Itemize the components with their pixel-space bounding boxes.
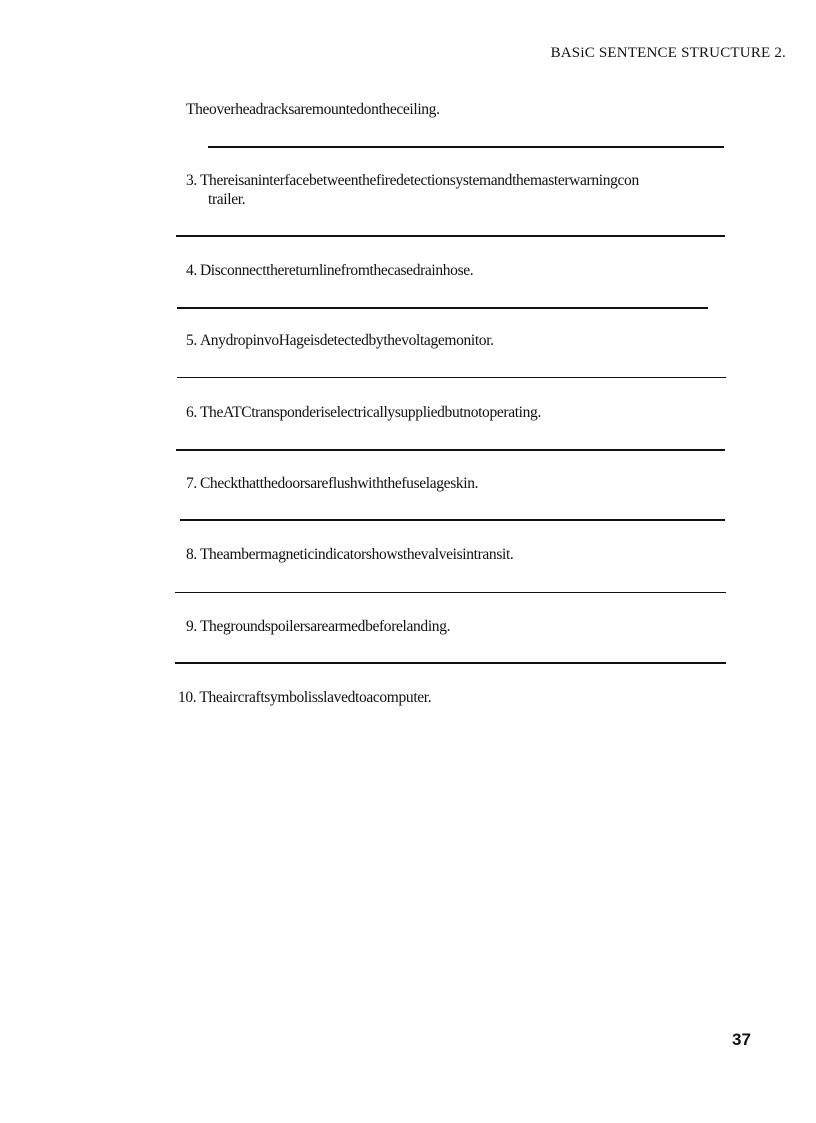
answer-line <box>175 662 726 664</box>
exercise-number: 4. <box>186 262 197 279</box>
answer-line <box>176 235 725 237</box>
exercise-sentence-9 <box>186 617 450 636</box>
exercise-sentence-3 <box>186 171 639 209</box>
answer-line <box>176 449 725 451</box>
exercise-text: Checkthatthedoorsareflushwiththefuselageskin. <box>199 475 479 492</box>
exercise-sentence-5 <box>186 331 494 350</box>
exercise-text: Thereisaninterfacebetweenthefiredetectionsystemandthemasterwarningcon <box>199 172 639 189</box>
running-header: BASiC SENTENCE STRUCTURE 2. <box>550 45 786 61</box>
exercise-number: 10. <box>178 689 197 706</box>
exercise-number: 3. <box>186 172 197 189</box>
answer-line <box>177 307 708 309</box>
exercise-text: Theambermagneticindicatorshowsthevalveisintransit. <box>199 546 514 563</box>
answer-line <box>175 592 726 593</box>
exercise-sentence-overhead-racks <box>186 100 440 119</box>
exercise-text: Theaircraftsymbolisslavedtoacomputer. <box>199 689 432 706</box>
page-number: 37 <box>732 1030 751 1049</box>
exercise-sentence-8 <box>186 545 513 564</box>
exercise-text: TheATCtransponderiselectricallysuppliedbutnotoperating. <box>199 404 541 421</box>
exercise-number: 9. <box>186 618 197 635</box>
exercise-sentence-4 <box>186 261 473 280</box>
exercise-sentence-7 <box>186 474 478 493</box>
exercise-number: 7. <box>186 475 197 492</box>
answer-line <box>180 519 725 521</box>
answer-line <box>208 146 724 148</box>
exercise-number: 8. <box>186 546 197 563</box>
exercise-number: 5. <box>186 332 197 349</box>
exercise-text: Theoverheadracksaremountedontheceiling. <box>186 101 440 118</box>
exercise-number: 6. <box>186 404 197 421</box>
exercise-sentence-10 <box>178 688 431 707</box>
exercise-text: AnydropinvoHageisdetectedbythevoltagemonitor. <box>199 332 494 349</box>
exercise-text-continuation: trailer. <box>208 191 246 208</box>
exercise-text: Thegroundspoilersarearmedbeforelanding. <box>199 618 451 635</box>
exercise-text: Disconnectthereturnlinefromthecasedrainhose. <box>199 262 474 279</box>
exercise-sentence-6 <box>186 403 541 422</box>
answer-line <box>177 377 726 378</box>
